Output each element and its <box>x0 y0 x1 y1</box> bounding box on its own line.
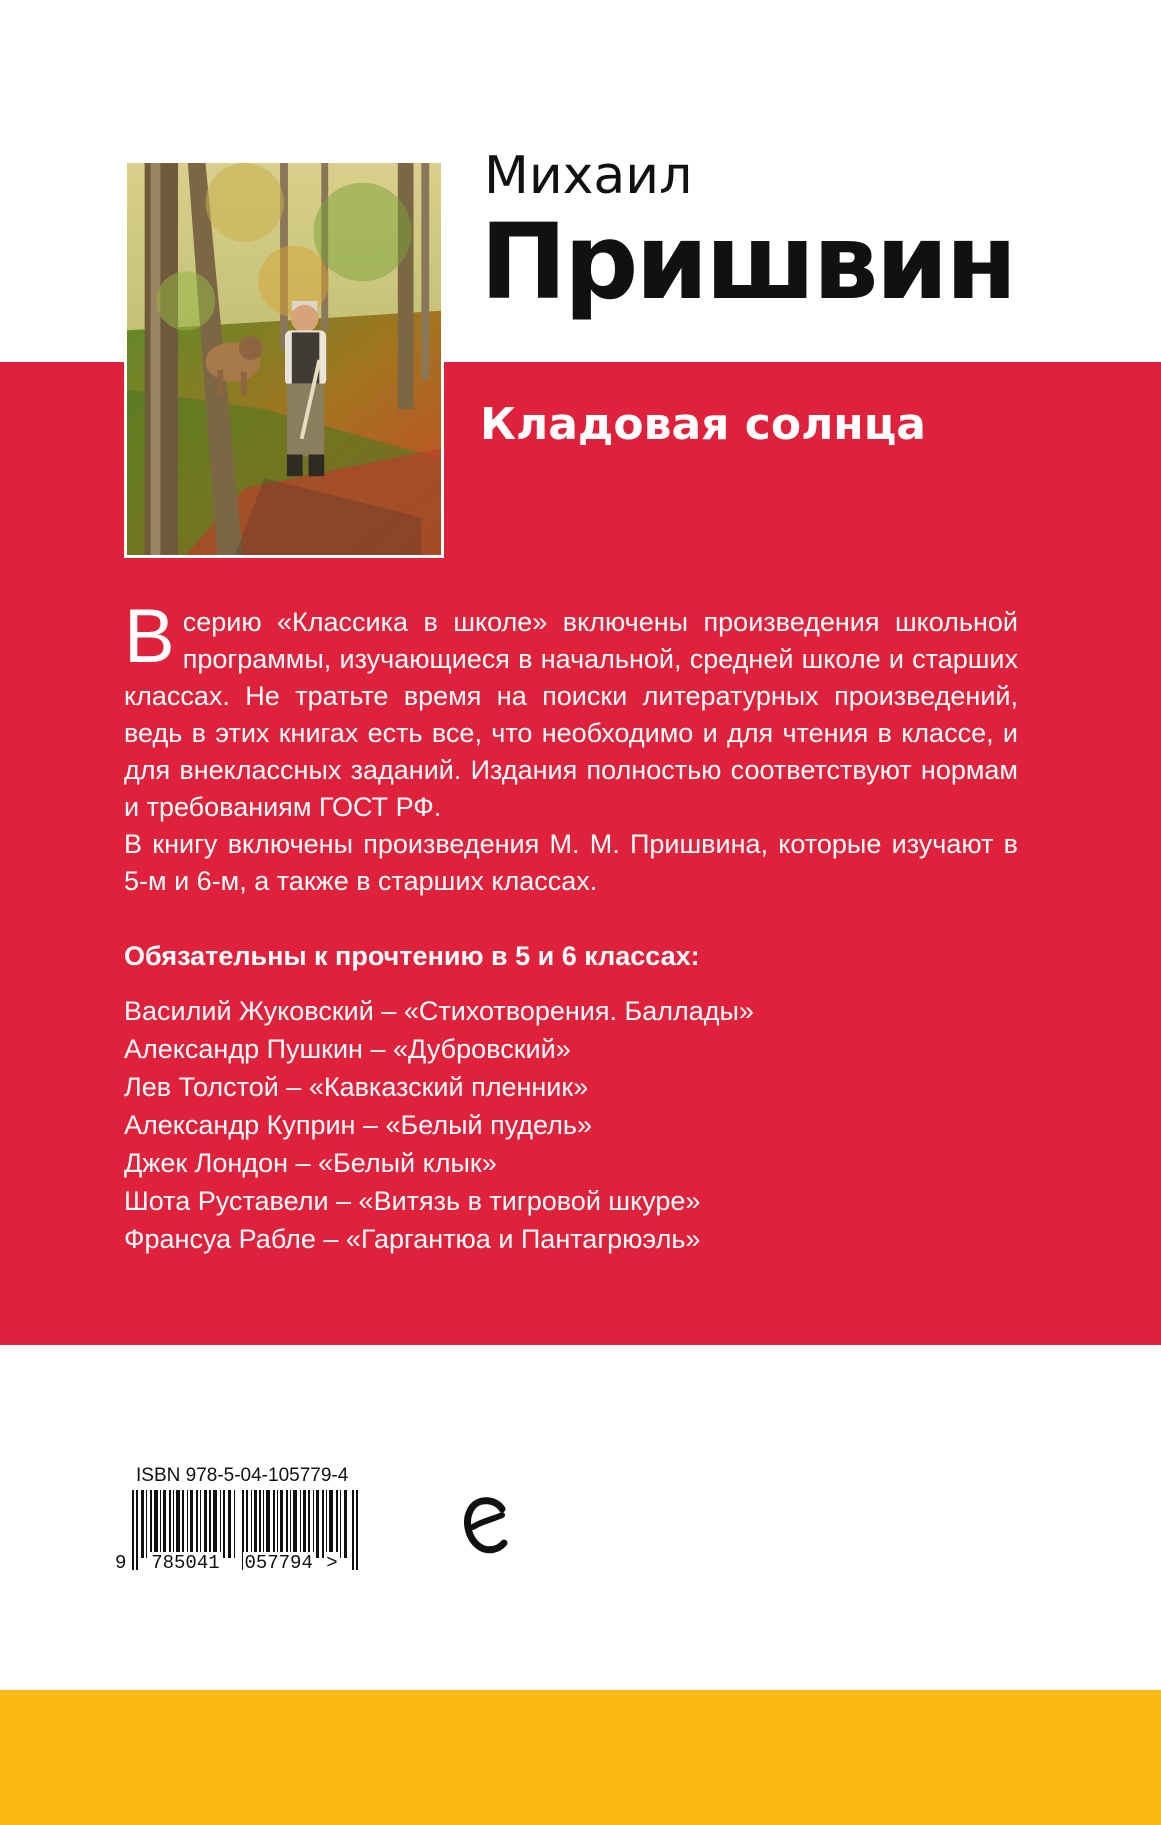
list-item: Джек Лондон – «Белый клык» <box>124 1148 497 1178</box>
list-item: Василий Жуковский – «Стихотворения. Баллады» <box>124 996 754 1026</box>
list-item: Александр Пушкин – «Дубровский» <box>124 1034 571 1064</box>
list-item: Франсуа Рабле – «Гаргантюа и Пантагрюэль» <box>124 1224 701 1254</box>
list-item: Лев Толстой – «Кавказский пленник» <box>124 1072 589 1102</box>
barcode-digit-group-1: 785041 <box>151 1552 220 1574</box>
painting-boy-with-dog-icon <box>127 163 441 555</box>
barcode-digit-prefix: 9 <box>115 1552 127 1574</box>
author-last-name: Пришвин <box>480 201 1015 323</box>
list-item: Александр Куприн – «Белый пудель» <box>124 1110 593 1140</box>
barcode-digit-suffix: > <box>326 1552 338 1574</box>
series-description <box>124 594 1018 900</box>
required-reading-list <box>124 992 754 1258</box>
yellow-band <box>0 1690 1161 1825</box>
book-title: Кладовая солнца <box>480 399 926 450</box>
description-paragraph-1 <box>124 594 1018 826</box>
required-reading-heading: Обязательны к прочтению в 5 и 6 классах: <box>124 941 700 971</box>
eksmo-e-logo-icon <box>464 1495 508 1557</box>
barcode-digits <box>114 1554 339 1573</box>
list-item: Шота Руставели – «Витязь в тигровой шкуре» <box>124 1186 701 1216</box>
cover-illustration <box>124 160 444 558</box>
description-paragraph-2: В книгу включены произведения М. М. Пришвина, которые изучают в 5-м и 6-м, а также в старших классах. <box>124 829 1018 896</box>
author-first-name: Михаил <box>484 146 693 206</box>
drop-cap: В <box>124 594 175 679</box>
description-paragraph-1-text: серию «Классика в школе» включены произведения школьной программы, изучающиеся в начальной, средней школе и старших классах. Не тратьте время на поиски литературных произведений, ведь в этих книгах есть все, что необходимо и для чтения в классе, и для внеклассных заданий. Издания полностью соответствуют нормам и требованиям ГОСТ РФ. <box>124 607 1018 822</box>
isbn-number: ISBN 978-5-04-105779-4 <box>136 1465 349 1486</box>
barcode-digit-group-2: 057794 <box>244 1552 313 1574</box>
